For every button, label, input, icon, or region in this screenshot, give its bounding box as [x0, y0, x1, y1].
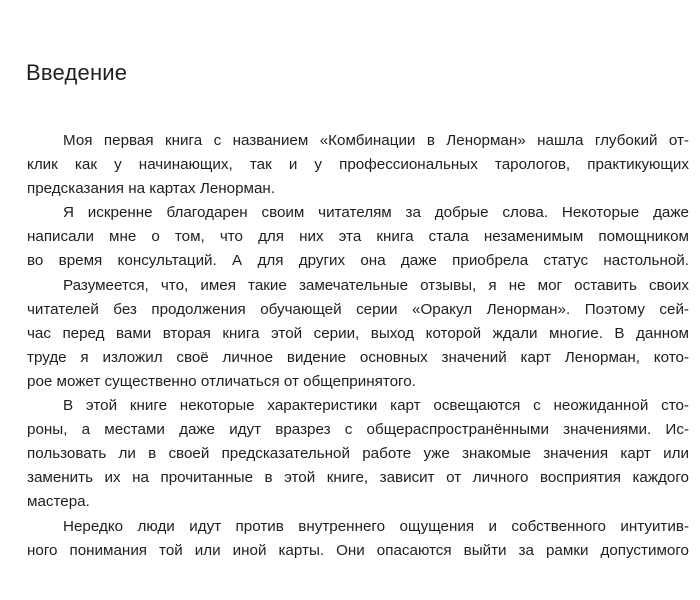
- text-line: Моя первая книга с названием «Комбинации в Ленорман» нашла глубокий от-: [63, 132, 689, 149]
- text-line: написали мне о том, что для них эта книга стала незаменимым помощником: [27, 228, 689, 246]
- text-line: пользовать ли в своей предсказательной работе уже знакомые значения карт или: [27, 445, 689, 463]
- text-line: мастера.: [27, 493, 90, 511]
- text-line: заменить их на прочитанные в этой книге, зависит от личного восприятия каждого: [27, 469, 689, 487]
- text-line: час перед вами вторая книга этой серии, выход которой ждали многие. В данном: [27, 324, 689, 342]
- text-line: В этой книге некоторые характеристики карт освещаются с неожиданной сто-: [63, 397, 689, 415]
- text-line: читателей без продолжения обучающей серии «Оракул Ленорман». Поэтому сей-: [27, 300, 689, 318]
- text-line: Я искренне благодарен своим читателям за добрые слова. Некоторые даже: [63, 204, 689, 222]
- text-line: предсказания на картах Ленорман.: [27, 180, 276, 198]
- text-line: ного понимания той или иной карты. Они опасаются выйти за рамки допустимого: [27, 541, 689, 559]
- document-body: [27, 129, 689, 563]
- page-title: Введение: [26, 60, 128, 85]
- text-line: роны, а местами даже идут вразрез с общераспространёнными значениями. Ис-: [27, 421, 689, 439]
- text-line: клик как у начинающих, так и у профессиональных тарологов, практикующих: [27, 156, 689, 174]
- text-line: труде я изложил своё личное видение основных значений карт Ленорман, кото-: [27, 348, 689, 366]
- text-line: Нередко люди идут против внутреннего ощущения и собственного интуитив-: [63, 517, 689, 535]
- text-line: рое может существенно отличаться от общепринятого.: [27, 372, 416, 390]
- text-line: Разумеется, что, имея такие замечательные отзывы, я не мог оставить своих: [63, 276, 689, 294]
- text-line: во время консультаций. А для других она даже приобрела статус настольной.: [27, 252, 689, 270]
